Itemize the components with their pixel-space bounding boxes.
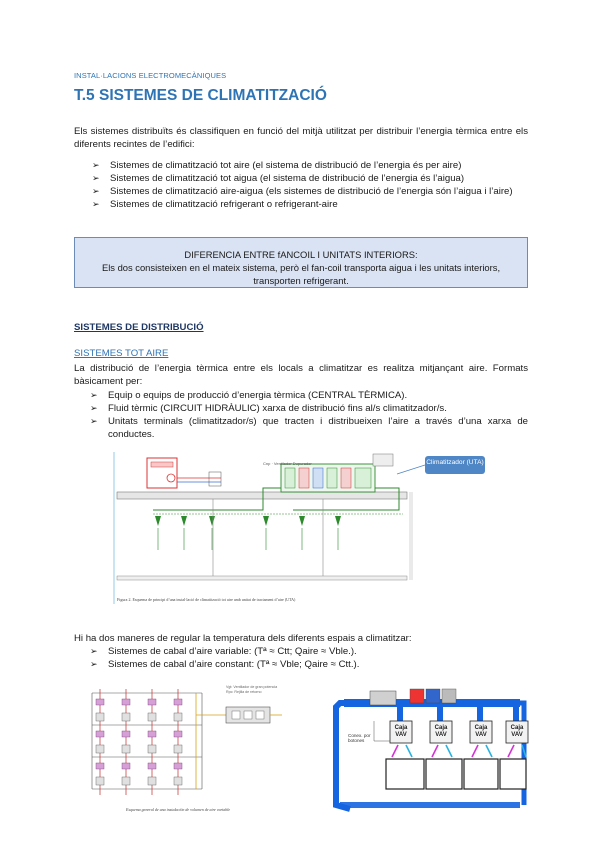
figure-note: Vgt: Ventilador de gran potencia xyxy=(226,685,278,689)
figure-caption: Figura 2. Esquema de principi d’una instal·lació de climatització tot aire amb unitat de tractament d’aire (UTA) xyxy=(117,597,296,602)
figure-caption: Esquema general de una instalación de volumen de aire variable xyxy=(126,807,231,812)
svg-text:Cnp · Ventilador Dupurador: Cnp · Ventilador Dupurador xyxy=(263,461,312,466)
list-item: ➢ Sistemes de cabal d’aire variable: (Tª ≈ Ctt; Qaire ≈ Vble.). xyxy=(90,646,357,657)
list-item: ➢ Sistemes de climatització tot aire (el sistema de distribució de l’energia és per aire) xyxy=(92,160,462,171)
list-item: ➢ Sistemes de climatització tot aigua (el sistema de distribució de l’energia és l’aigua) xyxy=(92,173,465,184)
vav-box-label: Caja VAV xyxy=(474,725,488,738)
vav-general-schematic xyxy=(86,685,306,805)
vav-box-label: Caja VAV xyxy=(434,725,448,738)
arrow-bullet-icon: ➢ xyxy=(90,646,98,656)
subsection-title: SISTEMES TOT AIRE xyxy=(74,348,169,359)
vav-box-label: Caja VAV xyxy=(510,725,524,738)
intro-paragraph: Els sistemes distribuïts és classifiquen en funció del mitjà utilitzat per distribuir l’energia tèrmica entre els diferents recintes de l’edifici: xyxy=(74,126,528,150)
list-item: ➢ Sistemes de climatització aire-aigua (els sistemes de distribució de l’energia són l’aigua i l’aire) xyxy=(92,186,513,197)
list-item: ➢ Equip o equips de producció d’energia tèrmica (CENTRAL TÈRMICA). xyxy=(90,390,408,401)
vav-boxes-schematic xyxy=(330,685,530,817)
arrow-bullet-icon: ➢ xyxy=(90,390,98,400)
regulation-list xyxy=(90,645,528,671)
section-title: SISTEMES DE DISTRIBUCIÓ xyxy=(74,322,204,333)
arrow-bullet-icon: ➢ xyxy=(92,186,100,196)
arrow-bullet-icon: ➢ xyxy=(92,173,100,183)
vav-box-label: Caja VAV xyxy=(394,725,408,738)
list-item: ➢ Fluid tèrmic (CIRCUIT HIDRÀULIC) xarxa de distribució fins al/s climatitzador/s. xyxy=(90,403,447,414)
arrow-bullet-icon: ➢ xyxy=(90,403,98,413)
arrow-bullet-icon: ➢ xyxy=(90,659,98,669)
tot-aire-list xyxy=(90,389,528,441)
list-item: ➢ Sistemes de climatització refrigerant o refrigerant-aire xyxy=(92,199,338,210)
figure-tot-aire xyxy=(113,452,491,607)
arrow-bullet-icon: ➢ xyxy=(92,160,100,170)
figure-vav-boxes xyxy=(330,685,530,817)
regulation-paragraph: Hi ha dos maneres de regular la temperatura dels diferents espais a climatitzar: xyxy=(74,633,412,644)
uta-callout-label: Climatitzador (UTA) xyxy=(426,459,484,466)
note-heading: DIFERENCIA ENTRE fANCOIL I UNITATS INTERIORS: xyxy=(184,249,418,260)
list-item: ➢ Sistemes de cabal d’aire constant: (Tª ≈ Vble; Qaire ≈ Ctt.). xyxy=(90,659,360,670)
arrow-bullet-icon: ➢ xyxy=(90,416,98,426)
note-body: Els dos consisteixen en el mateix sistema, però el fan-coil transporta aigua i les unitats interiors, transporten refrigerant. xyxy=(101,262,501,286)
systems-list xyxy=(92,159,528,211)
conex-label: Conex. por botones xyxy=(348,733,371,743)
page-title: T.5 SISTEMES DE CLIMATITZACIÓ xyxy=(74,87,327,104)
arrow-bullet-icon: ➢ xyxy=(92,199,100,209)
header-subtitle: INSTAL·LACIONS ELECTROMECÀNIQUES xyxy=(74,71,227,80)
tot-aire-schematic xyxy=(113,452,491,607)
figure-note: Rpc: Rejilla de retorno xyxy=(226,690,262,694)
note-box xyxy=(74,237,528,288)
list-item: ➢ Unitats terminals (climatitzador/s) que tracten i distribueixen l’aire a través d’una xarxa de conductes. xyxy=(90,416,528,440)
figure-vav-general xyxy=(86,685,306,815)
tot-aire-paragraph: La distribució de l’energia tèrmica entre els locals a climatitzar es realitza mitjançant aire. Formats bàsicament per: xyxy=(74,363,528,387)
